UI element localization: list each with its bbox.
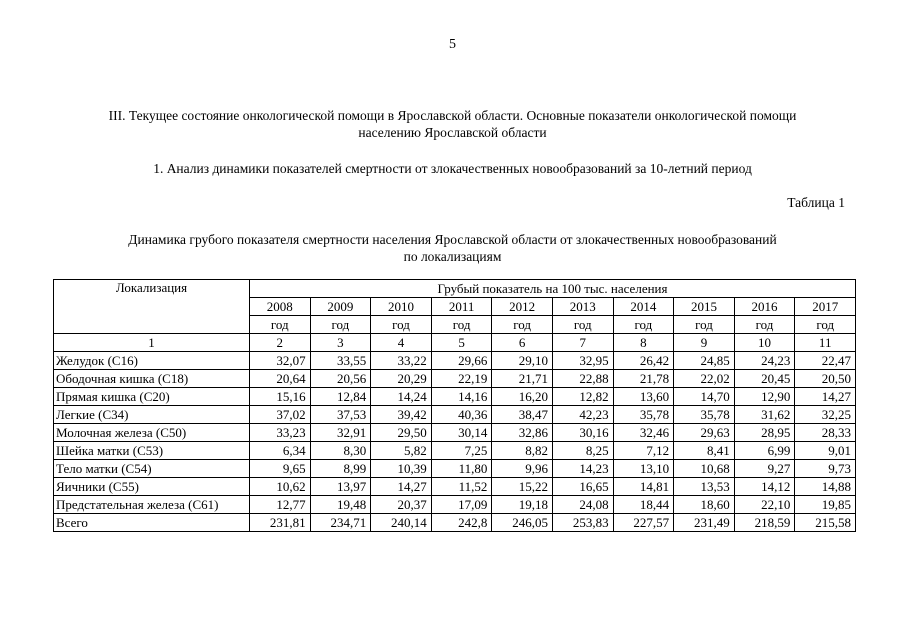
row-value: 10,62 xyxy=(250,478,311,496)
column-number: 8 xyxy=(613,334,674,352)
header-year-2016: 2016 xyxy=(734,298,795,316)
row-value: 11,52 xyxy=(431,478,492,496)
row-label: Шейка матки (С53) xyxy=(54,442,250,460)
row-value: 17,09 xyxy=(431,496,492,514)
row-value: 6,99 xyxy=(734,442,795,460)
row-value: 26,42 xyxy=(613,352,674,370)
header-year-word: год xyxy=(250,316,311,334)
table-row xyxy=(54,406,856,424)
table-caption-line-1: Динамика грубого показателя смертности населения Ярославской области от злокачественных новообразований xyxy=(128,232,777,247)
header-row xyxy=(54,280,856,298)
row-value: 22,10 xyxy=(734,496,795,514)
table-row xyxy=(54,496,856,514)
row-value: 18,60 xyxy=(674,496,735,514)
table-label: Таблица 1 xyxy=(787,195,845,210)
row-value: 21,78 xyxy=(613,370,674,388)
column-number: 9 xyxy=(674,334,735,352)
header-year-2009: 2009 xyxy=(310,298,371,316)
row-value: 13,60 xyxy=(613,388,674,406)
row-value: 29,50 xyxy=(371,424,432,442)
row-label: Молочная железа (С50) xyxy=(54,424,250,442)
column-number: 7 xyxy=(552,334,613,352)
row-value: 32,86 xyxy=(492,424,553,442)
row-label: Легкие (С34) xyxy=(54,406,250,424)
section-title-line-2: населению Ярославской области xyxy=(358,125,547,140)
row-value: 234,71 xyxy=(310,514,371,532)
row-value: 8,82 xyxy=(492,442,553,460)
row-value: 13,97 xyxy=(310,478,371,496)
row-value: 11,80 xyxy=(431,460,492,478)
row-label: Прямая кишка (С20) xyxy=(54,388,250,406)
row-value: 5,82 xyxy=(371,442,432,460)
row-value: 240,14 xyxy=(371,514,432,532)
row-value: 39,42 xyxy=(371,406,432,424)
header-year-2010: 2010 xyxy=(371,298,432,316)
row-label: Ободочная кишка (С18) xyxy=(54,370,250,388)
row-value: 215,58 xyxy=(795,514,856,532)
table-row xyxy=(54,388,856,406)
row-value: 13,10 xyxy=(613,460,674,478)
row-value: 6,34 xyxy=(250,442,311,460)
column-numbers-row xyxy=(54,334,856,352)
row-value: 31,62 xyxy=(734,406,795,424)
row-value: 20,56 xyxy=(310,370,371,388)
row-value: 24,85 xyxy=(674,352,735,370)
row-value: 21,71 xyxy=(492,370,553,388)
row-value: 8,99 xyxy=(310,460,371,478)
row-value: 8,41 xyxy=(674,442,735,460)
row-value: 35,78 xyxy=(613,406,674,424)
header-year-word: год xyxy=(674,316,735,334)
header-year-word: год xyxy=(613,316,674,334)
table-row xyxy=(54,424,856,442)
row-value: 246,05 xyxy=(492,514,553,532)
section-title-line-1: III. Текущее состояние онкологической помощи в Ярославской области. Основные показатели онкологической помощи xyxy=(108,108,797,123)
table-caption xyxy=(50,231,855,265)
row-value: 29,66 xyxy=(431,352,492,370)
row-value: 32,07 xyxy=(250,352,311,370)
header-year-word: год xyxy=(371,316,432,334)
row-value: 33,22 xyxy=(371,352,432,370)
row-value: 242,8 xyxy=(431,514,492,532)
row-value: 20,37 xyxy=(371,496,432,514)
row-label: Предстательная железа (С61) xyxy=(54,496,250,514)
row-value: 30,16 xyxy=(552,424,613,442)
row-value: 12,84 xyxy=(310,388,371,406)
row-value: 231,49 xyxy=(674,514,735,532)
row-value: 32,95 xyxy=(552,352,613,370)
table-row xyxy=(54,478,856,496)
row-value: 20,29 xyxy=(371,370,432,388)
row-value: 20,50 xyxy=(795,370,856,388)
row-value: 14,12 xyxy=(734,478,795,496)
row-value: 24,08 xyxy=(552,496,613,514)
header-group: Грубый показатель на 100 тыс. населения xyxy=(250,280,856,298)
header-year-2012: 2012 xyxy=(492,298,553,316)
row-value: 9,65 xyxy=(250,460,311,478)
row-value: 14,24 xyxy=(371,388,432,406)
column-number: 10 xyxy=(734,334,795,352)
row-value: 33,55 xyxy=(310,352,371,370)
row-value: 32,46 xyxy=(613,424,674,442)
row-value: 38,47 xyxy=(492,406,553,424)
row-value: 30,14 xyxy=(431,424,492,442)
row-value: 8,25 xyxy=(552,442,613,460)
row-value: 227,57 xyxy=(613,514,674,532)
row-value: 20,45 xyxy=(734,370,795,388)
row-value: 9,96 xyxy=(492,460,553,478)
row-value: 28,95 xyxy=(734,424,795,442)
row-value: 18,44 xyxy=(613,496,674,514)
header-year-word: год xyxy=(310,316,371,334)
column-number: 4 xyxy=(371,334,432,352)
row-value: 37,53 xyxy=(310,406,371,424)
header-year-word: год xyxy=(431,316,492,334)
row-value: 40,36 xyxy=(431,406,492,424)
row-value: 8,30 xyxy=(310,442,371,460)
row-value: 37,02 xyxy=(250,406,311,424)
header-localization: Локализация xyxy=(54,280,250,334)
row-value: 24,23 xyxy=(734,352,795,370)
table-row xyxy=(54,442,856,460)
table-row xyxy=(54,460,856,478)
row-value: 7,25 xyxy=(431,442,492,460)
column-number: 3 xyxy=(310,334,371,352)
row-value: 14,70 xyxy=(674,388,735,406)
section-title xyxy=(50,107,855,141)
row-value: 22,47 xyxy=(795,352,856,370)
column-number: 5 xyxy=(431,334,492,352)
row-value: 14,27 xyxy=(795,388,856,406)
column-number: 11 xyxy=(795,334,856,352)
header-year-2013: 2013 xyxy=(552,298,613,316)
header-year-word: год xyxy=(795,316,856,334)
row-value: 14,81 xyxy=(613,478,674,496)
header-year-2014: 2014 xyxy=(613,298,674,316)
table-row xyxy=(54,514,856,532)
row-value: 20,64 xyxy=(250,370,311,388)
row-value: 9,01 xyxy=(795,442,856,460)
mortality-table xyxy=(53,279,856,532)
row-value: 22,19 xyxy=(431,370,492,388)
row-value: 35,78 xyxy=(674,406,735,424)
subsection-title: 1. Анализ динамики показателей смертности от злокачественных новообразований за 10-летний период xyxy=(153,161,752,176)
row-value: 218,59 xyxy=(734,514,795,532)
row-value: 28,33 xyxy=(795,424,856,442)
row-value: 14,88 xyxy=(795,478,856,496)
header-year-word: год xyxy=(734,316,795,334)
column-number: 1 xyxy=(54,334,250,352)
row-value: 14,16 xyxy=(431,388,492,406)
row-value: 7,12 xyxy=(613,442,674,460)
row-value: 10,39 xyxy=(371,460,432,478)
row-label: Яичники (С55) xyxy=(54,478,250,496)
row-value: 22,88 xyxy=(552,370,613,388)
row-value: 253,83 xyxy=(552,514,613,532)
row-value: 14,23 xyxy=(552,460,613,478)
header-year-2017: 2017 xyxy=(795,298,856,316)
header-year-word: год xyxy=(492,316,553,334)
row-value: 32,91 xyxy=(310,424,371,442)
row-value: 9,27 xyxy=(734,460,795,478)
row-value: 19,48 xyxy=(310,496,371,514)
row-value: 29,63 xyxy=(674,424,735,442)
row-value: 32,25 xyxy=(795,406,856,424)
row-value: 13,53 xyxy=(674,478,735,496)
page-number: 5 xyxy=(449,37,456,52)
row-value: 19,18 xyxy=(492,496,553,514)
row-value: 42,23 xyxy=(552,406,613,424)
row-label: Тело матки (С54) xyxy=(54,460,250,478)
header-year-2015: 2015 xyxy=(674,298,735,316)
row-value: 15,16 xyxy=(250,388,311,406)
header-year-2008: 2008 xyxy=(250,298,311,316)
header-year-2011: 2011 xyxy=(431,298,492,316)
row-value: 10,68 xyxy=(674,460,735,478)
row-value: 12,90 xyxy=(734,388,795,406)
column-number: 2 xyxy=(250,334,311,352)
row-label: Желудок (С16) xyxy=(54,352,250,370)
row-value: 33,23 xyxy=(250,424,311,442)
column-number: 6 xyxy=(492,334,553,352)
row-value: 16,20 xyxy=(492,388,553,406)
row-value: 12,77 xyxy=(250,496,311,514)
row-value: 231,81 xyxy=(250,514,311,532)
row-value: 19,85 xyxy=(795,496,856,514)
row-value: 14,27 xyxy=(371,478,432,496)
row-value: 22,02 xyxy=(674,370,735,388)
row-value: 9,73 xyxy=(795,460,856,478)
header-year-word: год xyxy=(552,316,613,334)
row-label: Всего xyxy=(54,514,250,532)
row-value: 15,22 xyxy=(492,478,553,496)
table-row xyxy=(54,352,856,370)
table-caption-line-2: по локализациям xyxy=(403,249,502,264)
table-row xyxy=(54,370,856,388)
row-value: 16,65 xyxy=(552,478,613,496)
row-value: 12,82 xyxy=(552,388,613,406)
row-value: 29,10 xyxy=(492,352,553,370)
